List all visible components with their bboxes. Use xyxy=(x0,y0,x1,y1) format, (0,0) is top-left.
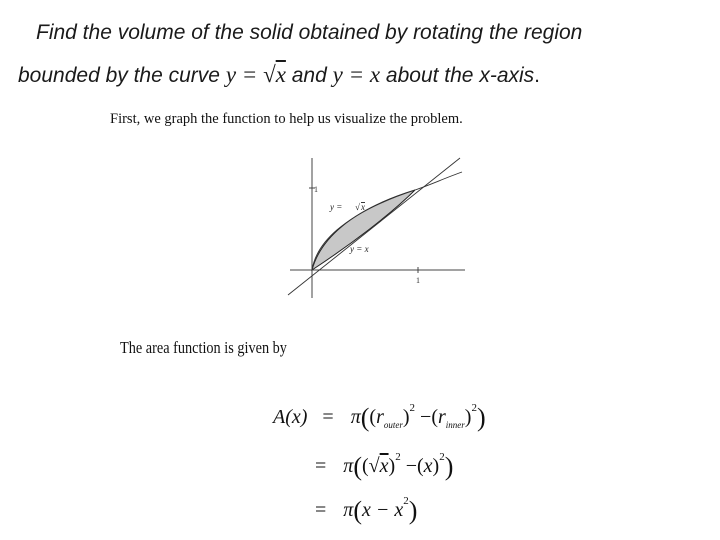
paren-sqrt-close: ) xyxy=(388,455,396,477)
curve-label-lhs: y = xyxy=(330,202,343,212)
paren-close-1: ) xyxy=(476,403,486,432)
eq1-lhs: y = xyxy=(225,62,264,87)
paren-open-3: ( xyxy=(353,496,362,525)
r-outer: r xyxy=(376,406,384,428)
inner-sub: inner xyxy=(445,420,465,430)
line-label: y = x xyxy=(350,244,369,254)
x-tick-label: 1 xyxy=(416,276,420,285)
curve-label-radicand: x xyxy=(361,202,365,212)
equation-y-sqrt-x: y = √x xyxy=(225,62,286,87)
intro-text: First, we graph the function to help us visualize the problem. xyxy=(110,111,463,127)
paren-inner-close: ) xyxy=(464,406,472,428)
eq-pi-3: π xyxy=(343,499,354,521)
problem-text-b: and xyxy=(291,64,333,87)
problem-line-2 xyxy=(18,63,540,86)
eq-lhs: A(x) xyxy=(273,406,308,428)
sqrt-exp: 2 xyxy=(395,451,401,464)
equation-y-x: y = x xyxy=(332,62,381,87)
problem-line-1: Find the volume of the solid obtained by rotating the region xyxy=(36,21,583,44)
r-inner: r xyxy=(438,406,446,428)
problem-period: . xyxy=(534,64,541,87)
paren-open-1: ( xyxy=(360,403,370,432)
outer-sub: outer xyxy=(383,420,403,430)
y-tick-label: 1 xyxy=(314,185,318,194)
paren-outer-close: ) xyxy=(402,406,410,428)
x-exp: 2 xyxy=(439,451,445,464)
eq-pi-2: π xyxy=(343,455,354,477)
sqrt-sign: √ xyxy=(368,455,380,477)
problem-text-c: about the x-axis xyxy=(385,64,535,87)
eq-pi-1: π xyxy=(350,406,361,428)
line3-body: x − x xyxy=(361,499,404,521)
area-function-label: The area function is given by xyxy=(120,338,287,357)
inner-exp: 2 xyxy=(471,402,477,415)
paren-inner-open: ( xyxy=(431,406,438,428)
minus-2: − xyxy=(405,455,417,477)
sqrt-radicand: x xyxy=(379,455,389,477)
outer-exp: 2 xyxy=(409,402,416,415)
paren-close-2: ) xyxy=(444,452,454,481)
paren-x-close: ) xyxy=(432,455,440,477)
problem-text-a: bounded by the curve xyxy=(18,64,220,87)
eq-equals-2: = xyxy=(315,455,327,477)
paren-outer-open: ( xyxy=(369,406,377,428)
eq-equals-1: = xyxy=(322,406,334,428)
paren-close-3: ) xyxy=(408,496,418,525)
eq-equals-3: = xyxy=(315,499,327,521)
curve-label-sqrt: √ xyxy=(355,202,360,212)
x-term: x xyxy=(423,455,433,477)
paren-sqrt-open: ( xyxy=(361,455,369,477)
paren-open-2: ( xyxy=(353,452,362,481)
region-graph xyxy=(280,150,470,300)
line-y-equals-x xyxy=(288,158,460,295)
paren-x-open: ( xyxy=(416,455,424,477)
equation-line-2 xyxy=(315,452,453,482)
equation-line-3 xyxy=(315,496,417,526)
equation-line-1 xyxy=(273,403,486,433)
line3-exp: 2 xyxy=(403,495,409,508)
graph-svg xyxy=(280,150,470,300)
minus-1: − xyxy=(420,406,432,428)
eq1-radicand: x xyxy=(275,62,286,87)
